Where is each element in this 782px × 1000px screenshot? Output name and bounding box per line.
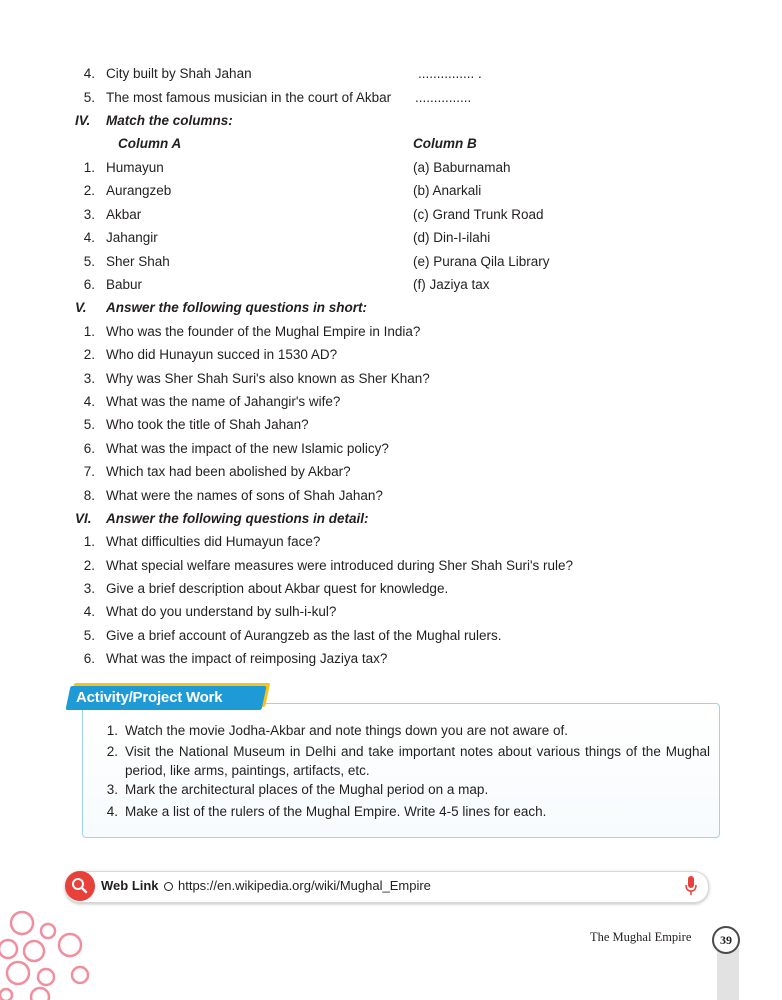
item-number: 2.: [83, 558, 95, 573]
bullet-circle-icon: [164, 882, 173, 891]
question-text: What do you understand by sulh-i-kul?: [106, 604, 337, 619]
web-link-label: Web Link: [101, 878, 159, 893]
item-text: The most famous musician in the court of Akbar: [106, 90, 392, 105]
activity-text: Make a list of the rulers of the Mughal Empire. Write 4-5 lines for each.: [125, 804, 547, 819]
item-number: 2.: [83, 183, 95, 198]
section-title: Answer the following questions in short:: [106, 300, 368, 315]
item-number: 8.: [83, 488, 95, 503]
activity-text: Watch the movie Jodha-Akbar and note things down you are not aware of.: [125, 723, 569, 738]
section-title: Answer the following questions in detail:: [106, 511, 369, 526]
microphone-icon[interactable]: [684, 875, 698, 897]
question-text: What was the impact of reimposing Jaziya tax?: [106, 651, 388, 666]
item-number: 5.: [83, 90, 95, 105]
question-text: What was the name of Jahangir's wife?: [106, 394, 341, 409]
item-number: 1.: [83, 534, 95, 549]
page-edge-strip: [717, 948, 739, 1000]
activity-text: Visit the National Museum in Delhi and take important notes about various things of the Mughal period, like arms, paintings, artifacts, etc.: [125, 744, 710, 778]
question-text: Who took the title of Shah Jahan?: [106, 417, 309, 432]
item-number: 4.: [83, 230, 95, 245]
column-a-item: Jahangir: [106, 230, 158, 245]
item-number: 1.: [106, 723, 118, 738]
column-a-item: Humayun: [106, 160, 164, 175]
item-number: 6.: [83, 441, 95, 456]
page-number: 39: [712, 926, 740, 954]
question-text: Give a brief description about Akbar quest for knowledge.: [106, 581, 449, 596]
section-number: V.: [75, 300, 87, 315]
question-text: What difficulties did Humayun face?: [106, 534, 321, 549]
column-b-header: Column B: [413, 136, 477, 151]
decorative-circles: [0, 905, 100, 1000]
section-number: IV.: [75, 113, 91, 128]
item-number: 3.: [106, 782, 118, 797]
column-b-item: (e) Purana Qila Library: [413, 254, 550, 269]
question-text: Who did Hunayun succed in 1530 AD?: [106, 347, 338, 362]
item-number: 3.: [83, 581, 95, 596]
item-number: 2.: [83, 347, 95, 362]
column-a-item: Sher Shah: [106, 254, 170, 269]
column-a-item: Babur: [106, 277, 143, 292]
question-text: What was the impact of the new Islamic policy?: [106, 441, 389, 456]
item-text: City built by Shah Jahan: [106, 66, 252, 81]
column-a-header: Column A: [118, 136, 182, 151]
column-b-item: (f) Jaziya tax: [413, 277, 490, 292]
answer-blank: ...............: [415, 90, 472, 105]
activity-title: Activity/Project Work: [76, 689, 223, 706]
item-number: 3.: [83, 207, 95, 222]
web-link-url[interactable]: https://en.wikipedia.org/wiki/Mughal_Empire: [178, 878, 431, 893]
column-b-item: (b) Anarkali: [413, 183, 482, 198]
item-number: 4.: [83, 66, 95, 81]
activity-item: [100, 742, 710, 780]
column-b-item: (a) Baburnamah: [413, 160, 511, 175]
item-number: 6.: [83, 651, 95, 666]
column-a-item: Aurangzeb: [106, 183, 172, 198]
section-title: Match the columns:: [106, 113, 233, 128]
activity-item: [100, 721, 710, 740]
item-number: 5.: [83, 417, 95, 432]
item-number: 1.: [83, 160, 95, 175]
question-text: Who was the founder of the Mughal Empire in India?: [106, 324, 421, 339]
item-number: 1.: [83, 324, 95, 339]
question-text: What were the names of sons of Shah Jahan?: [106, 488, 383, 503]
question-text: Give a brief account of Aurangzeb as the last of the Mughal rulers.: [106, 628, 502, 643]
answer-blank: ............... .: [418, 66, 482, 81]
item-number: 3.: [83, 371, 95, 386]
item-number: 6.: [83, 277, 95, 292]
item-number: 7.: [83, 464, 95, 479]
item-number: 4.: [83, 604, 95, 619]
item-number: 5.: [83, 628, 95, 643]
item-number: 2.: [106, 744, 118, 759]
section-number: VI.: [75, 511, 92, 526]
activity-text: Mark the architectural places of the Mughal period on a map.: [125, 782, 489, 797]
column-b-item: (c) Grand Trunk Road: [413, 207, 544, 222]
chapter-title: The Mughal Empire: [590, 930, 692, 944]
question-text: Why was Sher Shah Suri's also known as Sher Khan?: [106, 371, 430, 386]
column-a-item: Akbar: [106, 207, 142, 222]
item-number: 4.: [83, 394, 95, 409]
activity-item: [100, 802, 710, 821]
item-number: 5.: [83, 254, 95, 269]
item-number: 4.: [106, 804, 118, 819]
question-text: What special welfare measures were introduced during Sher Shah Suri's rule?: [106, 558, 574, 573]
activity-item: [100, 780, 710, 799]
question-text: Which tax had been abolished by Akbar?: [106, 464, 351, 479]
search-icon[interactable]: [65, 871, 95, 901]
column-b-item: (d) Din-I-ilahi: [413, 230, 491, 245]
